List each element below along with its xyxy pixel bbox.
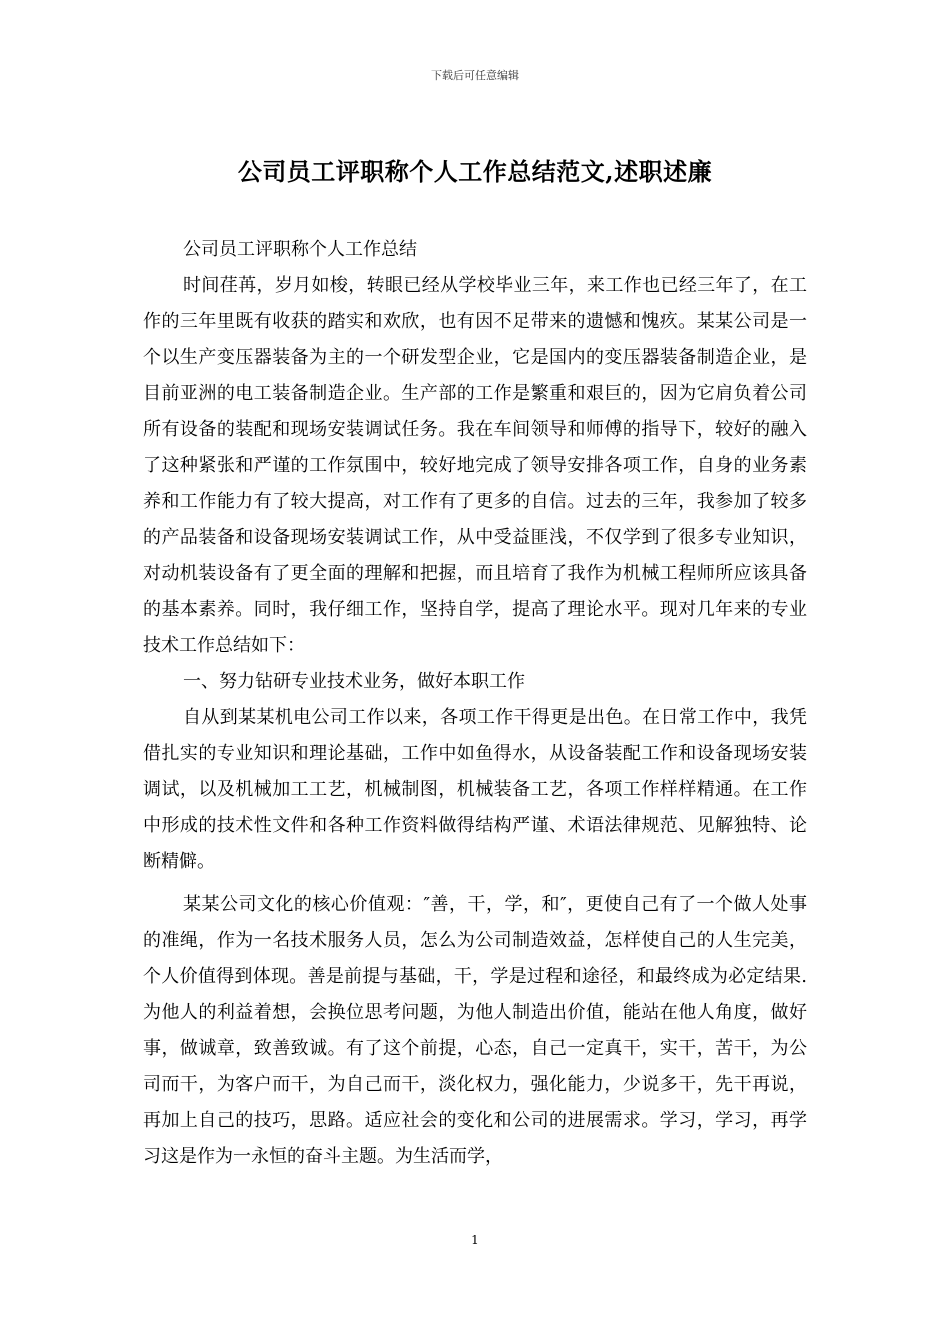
- paragraph-section-1: 自从到某某机电公司工作以来，各项工作干得更是出色。在日常工作中，我凭借扎实的专业知识和理论基础，工作中如鱼得水，从设备装配工作和设备现场安装调试，以及机械加工工艺，机械制图，机械装备工艺，各项工作样样精通。在工作中形成的技术性文件和各种工作资料做得结构严谨、术语法律规范、见解独特、论断精僻。: [143, 707, 807, 872]
- paragraph-intro: 时间荏苒，岁月如梭，转眼已经从学校毕业三年，来工作也已经三年了，在工作的三年里既有收获的踏实和欢欣，也有因不足带来的遗憾和愧疚。某某公司是一个以生产变压器装备为主的一个研发型企业，它是国内的变压器装备制造企业，是目前亚洲的电工装备制造企业。生产部的工作是繁重和艰巨的，因为它肩负着公司所有设备的装配和现场安装调试任务。我在车间领导和师傅的指导下，较好的融入了这种紧张和严谨的工作氛围中，较好地完成了领导安排各项工作，自身的业务素养和工作能力有了较大提高，对工作有了更多的自信。过去的三年，我参加了较多的产品装备和设备现场安装调试工作，从中受益匪浅，不仅学到了很多专业知识，对动机装设备有了更全面的理解和把握，而且培育了我作为机械工程师所应该具备的基本素养。同时，我仔细工作，坚持自学，提高了理论水平。现对几年来的专业技术工作总结如下：: [143, 275, 807, 656]
- section-heading-1: 一、努力钻研专业技术业务，做好本职工作: [183, 671, 525, 692]
- paragraph-subtitle: 公司员工评职称个人工作总结: [183, 239, 417, 260]
- header-note: 下载后可任意编辑: [431, 69, 519, 82]
- document-title: 公司员工评职称个人工作总结范文,述职述廉: [237, 157, 713, 186]
- paragraph-core-values: 某某公司文化的核心价值观：″善，干，学，和″，更使自己有了一个做人处事的准绳，作为一名技术服务人员，怎么为公司制造效益，怎样使自己的人生完美，个人价值得到体现。善是前提与基础，干，学是过程和途径，和最终成为必定结果.为他人的利益着想，会换位思考问题，为他人制造出价值，能站在他人角度，做好事，做诚章，致善致诚。有了这个前提，心态，自己一定真干，实干，苦干，为公司而干，为客户而干，为自己而干，淡化权力，强化能力，少说多干，先干再说，再加上自己的技巧，思路。适应社会的变化和公司的进展需求。学习，学习，再学习这是作为一永恒的奋斗主题。为生活而学，: [143, 894, 807, 1167]
- document-body: [143, 232, 807, 1175]
- page-number: 1: [471, 1233, 479, 1247]
